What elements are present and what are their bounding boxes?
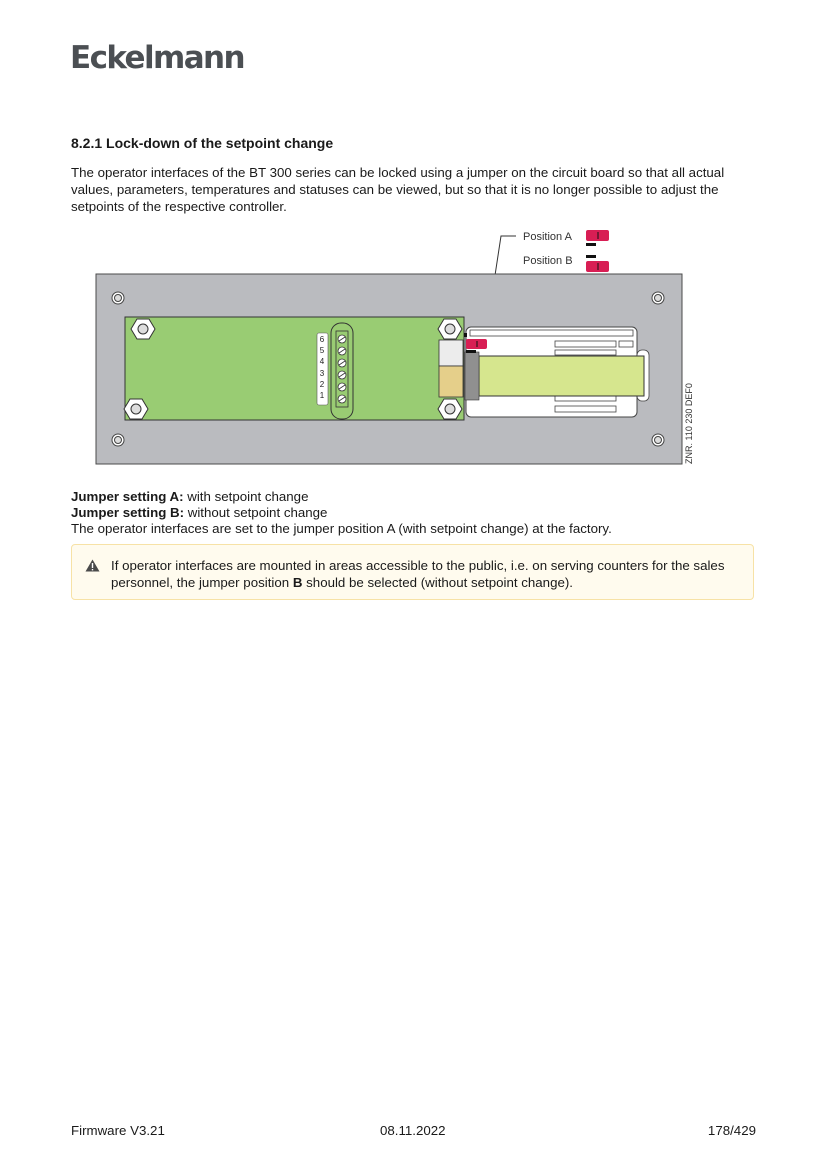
footer-date: 08.11.2022 bbox=[380, 1123, 446, 1138]
jumper-setting-a: Jumper setting A: with setpoint change bbox=[71, 489, 309, 504]
eckelmann-logo: Eckelmann bbox=[70, 40, 244, 76]
footer-firmware: Firmware V3.21 bbox=[71, 1123, 165, 1138]
factory-note: The operator interfaces are set to the jumper position A (with setpoint change) at the factory. bbox=[71, 521, 612, 536]
terminal-number: 4 bbox=[319, 357, 325, 366]
drawing-number: ZNR. 110 230 DEF0 bbox=[684, 383, 694, 464]
circuit-board-figure bbox=[0, 222, 827, 472]
jumper-setting-b: Jumper setting B: without setpoint change bbox=[71, 505, 328, 520]
circuit-board bbox=[125, 317, 464, 420]
terminal-number: 3 bbox=[319, 369, 325, 378]
jumper-settings bbox=[71, 489, 612, 537]
position-b-label: Position B bbox=[523, 255, 573, 267]
warning-triangle-icon bbox=[85, 559, 100, 572]
terminal-number: 1 bbox=[319, 391, 325, 400]
display-module bbox=[465, 327, 649, 417]
connector-block bbox=[439, 366, 463, 397]
warning-box bbox=[71, 544, 754, 600]
ribbon-cable bbox=[465, 352, 479, 400]
position-a-label: Position A bbox=[523, 231, 572, 243]
terminal-number: 6 bbox=[319, 335, 325, 344]
footer-page-number: 178/429 bbox=[707, 1123, 756, 1138]
terminal-number: 5 bbox=[319, 346, 325, 355]
intro-paragraph: The operator interfaces of the BT 300 series can be locked using a jumper on the circuit board so that all actual values, parameters, temperatures and statuses can be viewed, but so that it is no longer possible to adjust the setpoints of the respective controller. bbox=[71, 165, 725, 214]
section-title: 8.2.1 Lock-down of the setpoint change bbox=[71, 135, 334, 151]
lcd-display bbox=[479, 356, 644, 396]
warning-text: If operator interfaces are mounted in areas accessible to the public, i.e. on serving counters for the sales personnel, the jumper position B should be selected (without setpoint change). bbox=[111, 558, 725, 590]
terminal-number: 2 bbox=[319, 380, 325, 389]
